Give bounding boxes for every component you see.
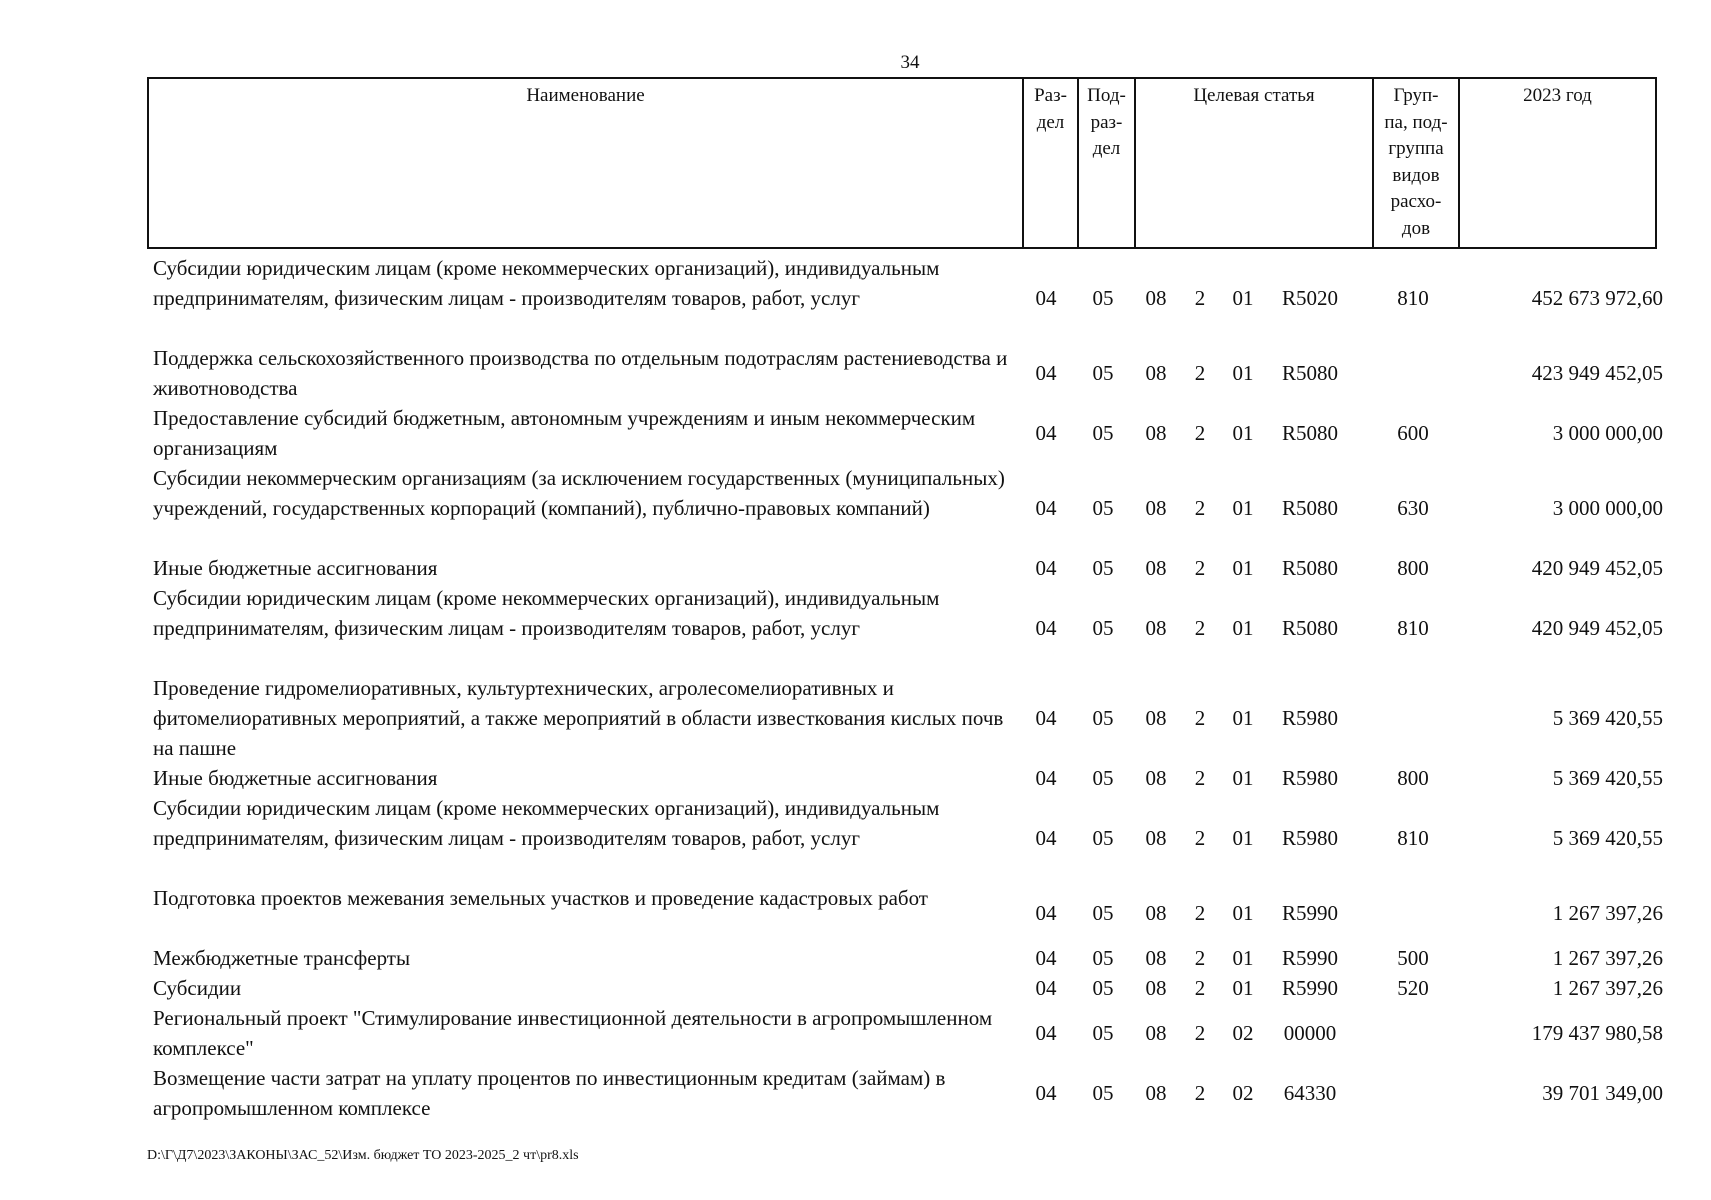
direction-code-cell: R5980 (1281, 826, 1338, 850)
razdel-cell: 04 (1035, 946, 1057, 970)
header-gruppa-vidov-raskhodov (1372, 79, 1458, 247)
row-name-cell: Субсидии некоммерческим организациям (за исключением государственных (муниципальных) учреждений, государственных корпораций (компаний), публично-правовых компаний) (153, 466, 1005, 520)
header-gruppa-line: дов (1401, 217, 1431, 239)
direction-code-cell: R5080 (1281, 616, 1338, 640)
razdel-cell: 04 (1035, 706, 1057, 730)
podrazdel-cell: 05 (1092, 286, 1114, 310)
expense-type-cell: 810 (1397, 286, 1429, 310)
subprogram-code-cell: 2 (1194, 826, 1206, 850)
event-code-cell: 01 (1232, 976, 1254, 1000)
header-razdel (1022, 79, 1077, 247)
table-row (147, 793, 1667, 883)
podrazdel-cell: 05 (1092, 946, 1114, 970)
header-podrazdel (1077, 79, 1134, 247)
amount-cell: 39 701 349,00 (1542, 1081, 1663, 1105)
event-code-cell: 01 (1232, 826, 1254, 850)
podrazdel-cell: 05 (1092, 706, 1114, 730)
razdel-cell: 04 (1035, 976, 1057, 1000)
direction-code-cell: R5080 (1281, 361, 1338, 385)
amount-cell: 5 369 420,55 (1552, 826, 1663, 850)
program-code-cell: 08 (1145, 1021, 1167, 1045)
razdel-cell: 04 (1035, 1021, 1057, 1045)
subprogram-code-cell: 2 (1194, 496, 1206, 520)
table-row (147, 673, 1667, 763)
event-code-cell: 01 (1232, 946, 1254, 970)
amount-cell: 3 000 000,00 (1552, 421, 1663, 445)
amount-cell: 3 000 000,00 (1552, 496, 1663, 520)
podrazdel-cell: 05 (1092, 556, 1114, 580)
row-name-cell: Иные бюджетные ассигнования (153, 766, 438, 790)
podrazdel-cell: 05 (1092, 496, 1114, 520)
row-name-cell: Субсидии (153, 976, 242, 1000)
subprogram-code-cell: 2 (1194, 556, 1206, 580)
row-name-cell: Межбюджетные трансферты (153, 946, 411, 970)
amount-cell: 452 673 972,60 (1531, 286, 1663, 310)
header-gruppa-line: Груп- (1393, 85, 1439, 106)
podrazdel-cell: 05 (1092, 616, 1114, 640)
table-row (147, 883, 1667, 943)
table-row (147, 973, 1667, 1003)
razdel-cell: 04 (1035, 421, 1057, 445)
podrazdel-cell: 05 (1092, 826, 1114, 850)
direction-code-cell: R5020 (1281, 286, 1338, 310)
subprogram-code-cell: 2 (1194, 976, 1206, 1000)
podrazdel-cell: 05 (1092, 1021, 1114, 1045)
header-podrazdel-line: дел (1092, 138, 1121, 159)
event-code-cell: 01 (1232, 556, 1254, 580)
header-name: Наименование (526, 85, 645, 106)
expense-type-cell: 800 (1397, 766, 1429, 790)
header-podrazdel-line: раз- (1090, 111, 1123, 133)
table-row (147, 553, 1667, 583)
program-code-cell: 08 (1145, 286, 1167, 310)
table-row (147, 1063, 1667, 1123)
page-number: 34 (900, 52, 920, 73)
amount-cell: 423 949 452,05 (1531, 361, 1663, 385)
program-code-cell: 08 (1145, 901, 1167, 925)
razdel-cell: 04 (1035, 556, 1057, 580)
row-name-cell: Субсидии юридическим лицам (кроме некоммерческих организаций), индивидуальным предпринимателям, физическим лицам - производителям товаров, работ, услуг (153, 796, 940, 850)
file-path-footer: D:\Г\Д7\2023\ЗАКОНЫ\ЗАС_52\Изм. бюджет ТО 2023-2025_2 чт\pr8.xls (147, 1148, 579, 1163)
razdel-cell: 04 (1035, 286, 1057, 310)
program-code-cell: 08 (1145, 706, 1167, 730)
razdel-cell: 04 (1035, 361, 1057, 385)
subprogram-code-cell: 2 (1194, 706, 1206, 730)
table-row (147, 1003, 1667, 1063)
header-gruppa-line: группа (1388, 138, 1444, 159)
event-code-cell: 01 (1232, 421, 1254, 445)
expense-type-cell: 810 (1397, 826, 1429, 850)
row-name-cell: Проведение гидромелиоративных, культуртехнических, агролесомелиоративных и фитомелиоративных мероприятий, а также мероприятий в области известкования кислых почв на пашне (153, 676, 1004, 760)
expense-type-cell (1373, 343, 1453, 403)
header-podrazdel-line: Под- (1087, 85, 1126, 106)
podrazdel-cell: 05 (1092, 1081, 1114, 1105)
expense-type-cell: 800 (1397, 556, 1429, 580)
table-row (147, 403, 1667, 463)
direction-code-cell: R5990 (1281, 976, 1338, 1000)
subprogram-code-cell: 2 (1194, 946, 1206, 970)
event-code-cell: 01 (1232, 496, 1254, 520)
row-name-cell: Иные бюджетные ассигнования (153, 556, 438, 580)
direction-code-cell: R5990 (1281, 946, 1338, 970)
expense-type-cell: 810 (1397, 616, 1429, 640)
table-row (147, 463, 1667, 553)
program-code-cell: 08 (1145, 946, 1167, 970)
expense-type-cell: 600 (1397, 421, 1429, 445)
direction-code-cell: R5980 (1281, 766, 1338, 790)
event-code-cell: 01 (1232, 286, 1254, 310)
program-code-cell: 08 (1145, 616, 1167, 640)
header-year: 2023 год (1458, 79, 1655, 247)
direction-code-cell: R5080 (1281, 496, 1338, 520)
header-gruppa-line: расхо- (1390, 191, 1442, 212)
program-code-cell: 08 (1145, 766, 1167, 790)
expense-type-cell: 520 (1397, 976, 1429, 1000)
podrazdel-cell: 05 (1092, 421, 1114, 445)
header-razdel-line: дел (1036, 111, 1065, 133)
podrazdel-cell: 05 (1092, 901, 1114, 925)
subprogram-code-cell: 2 (1194, 286, 1206, 310)
direction-code-cell: 00000 (1283, 1021, 1337, 1045)
row-name-cell: Поддержка сельскохозяйственного производства по отдельным подотраслям растениеводства и животноводства (153, 346, 1008, 400)
subprogram-code-cell: 2 (1194, 1081, 1206, 1105)
event-code-cell: 01 (1232, 361, 1254, 385)
amount-cell: 1 267 397,26 (1552, 901, 1663, 925)
header-tselevaya-statya: Целевая статья (1134, 79, 1372, 247)
amount-cell: 5 369 420,55 (1552, 766, 1663, 790)
row-name-cell: Субсидии юридическим лицам (кроме некоммерческих организаций), индивидуальным предпринимателям, физическим лицам - производителям товаров, работ, услуг (153, 256, 940, 310)
program-code-cell: 08 (1145, 556, 1167, 580)
subprogram-code-cell: 2 (1194, 901, 1206, 925)
row-name-cell: Предоставление субсидий бюджетным, автономным учреждениям и иным некоммерческим организациям (153, 406, 976, 460)
razdel-cell: 04 (1035, 901, 1057, 925)
razdel-cell: 04 (1035, 826, 1057, 850)
amount-cell: 5 369 420,55 (1552, 706, 1663, 730)
event-code-cell: 02 (1232, 1021, 1254, 1045)
row-name-cell: Подготовка проектов межевания земельных участков и проведение кадастровых работ (153, 886, 928, 910)
subprogram-code-cell: 2 (1194, 766, 1206, 790)
header-razdel-line: Раз- (1034, 85, 1067, 106)
row-name-cell: Субсидии юридическим лицам (кроме некоммерческих организаций), индивидуальным предпринимателям, физическим лицам - производителям товаров, работ, услуг (153, 586, 940, 640)
direction-code-cell: R5080 (1281, 556, 1338, 580)
amount-cell: 420 949 452,05 (1531, 556, 1663, 580)
subprogram-code-cell: 2 (1194, 421, 1206, 445)
program-code-cell: 08 (1145, 496, 1167, 520)
event-code-cell: 01 (1232, 616, 1254, 640)
program-code-cell: 08 (1145, 826, 1167, 850)
direction-code-cell: R5080 (1281, 421, 1338, 445)
row-name-cell: Региональный проект "Стимулирование инвестиционной деятельности в агропромышленном комплексе" (153, 1006, 993, 1060)
direction-code-cell: 64330 (1283, 1081, 1337, 1105)
event-code-cell: 01 (1232, 901, 1254, 925)
expense-type-cell (1373, 883, 1453, 943)
podrazdel-cell: 05 (1092, 766, 1114, 790)
table-row (147, 583, 1667, 673)
subprogram-code-cell: 2 (1194, 361, 1206, 385)
event-code-cell: 01 (1232, 706, 1254, 730)
razdel-cell: 04 (1035, 1081, 1057, 1105)
expense-type-cell (1373, 1003, 1453, 1063)
expense-type-cell: 630 (1397, 496, 1429, 520)
table-row (147, 943, 1667, 973)
program-code-cell: 08 (1145, 1081, 1167, 1105)
razdel-cell: 04 (1035, 496, 1057, 520)
header-gruppa-line: видов (1392, 164, 1440, 186)
table-row (147, 253, 1667, 343)
expense-type-cell (1373, 1063, 1453, 1123)
amount-cell: 420 949 452,05 (1531, 616, 1663, 640)
event-code-cell: 02 (1232, 1081, 1254, 1105)
razdel-cell: 04 (1035, 616, 1057, 640)
table-row (147, 343, 1667, 403)
program-code-cell: 08 (1145, 361, 1167, 385)
header-gruppa-line: па, под- (1384, 111, 1448, 133)
amount-cell: 1 267 397,26 (1552, 976, 1663, 1000)
subprogram-code-cell: 2 (1194, 1021, 1206, 1045)
row-name-cell: Возмещение части затрат на уплату процентов по инвестиционным кредитам (займам) в агропромышленном комплексе (153, 1066, 946, 1120)
program-code-cell: 08 (1145, 421, 1167, 445)
podrazdel-cell: 05 (1092, 361, 1114, 385)
program-code-cell: 08 (1145, 976, 1167, 1000)
table-row (147, 763, 1667, 793)
direction-code-cell: R5990 (1281, 901, 1338, 925)
table-body (147, 253, 1667, 1123)
expense-type-cell: 500 (1397, 946, 1429, 970)
podrazdel-cell: 05 (1092, 976, 1114, 1000)
expense-type-cell (1373, 673, 1453, 763)
amount-cell: 179 437 980,58 (1531, 1021, 1663, 1045)
direction-code-cell: R5980 (1281, 706, 1338, 730)
table-header (147, 77, 1657, 249)
razdel-cell: 04 (1035, 766, 1057, 790)
event-code-cell: 01 (1232, 766, 1254, 790)
subprogram-code-cell: 2 (1194, 616, 1206, 640)
amount-cell: 1 267 397,26 (1552, 946, 1663, 970)
